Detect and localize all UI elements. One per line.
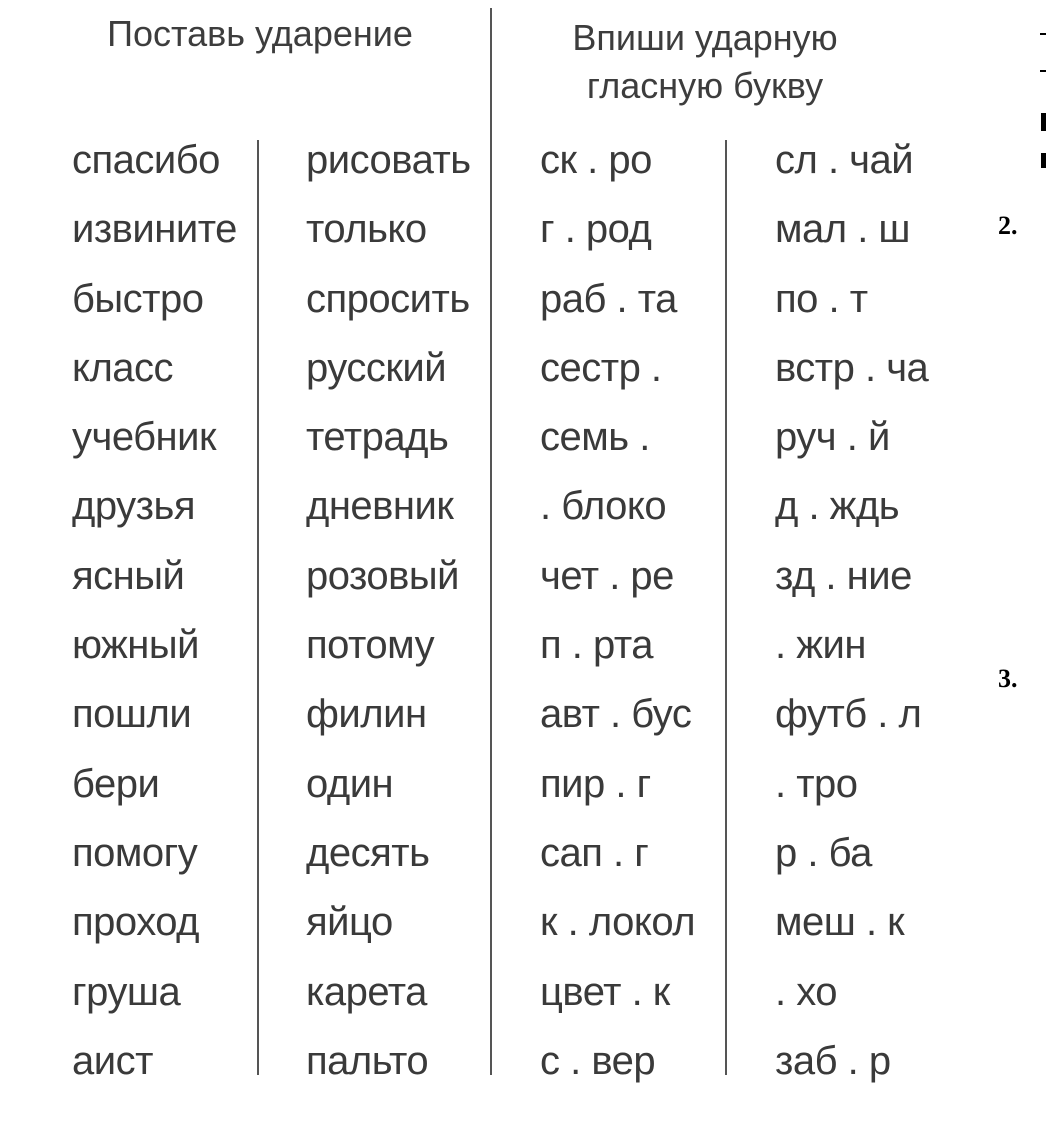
word-item: пальто [306, 1038, 429, 1083]
cropped-edge-mark [1040, 33, 1046, 35]
header-vowel-task-line1: Впиши ударную [572, 17, 838, 58]
word-item: спросить [306, 276, 470, 321]
word-item: извините [72, 207, 237, 252]
word-item: ск . ро [540, 138, 652, 182]
word-item: филин [306, 692, 427, 737]
cropped-edge-mark [1040, 70, 1046, 72]
word-item: авт . бус [540, 692, 692, 737]
header-vowel-task-line2: гласную букву [586, 65, 824, 106]
word-item: руч . й [775, 415, 890, 460]
header-stress-task: Поставь ударение [107, 13, 413, 54]
word-item: русский [306, 345, 447, 390]
word-item: сап . г [540, 830, 649, 875]
exercise-number-3: 3. [998, 664, 1018, 693]
word-item: бери [72, 761, 160, 806]
word-item: п . рта [540, 623, 653, 668]
word-item: . блоко [540, 484, 667, 529]
word-item: футб . л [775, 692, 922, 737]
word-item: пошли [72, 692, 192, 737]
word-item: чет . ре [540, 553, 674, 598]
word-item: семь . [540, 415, 650, 460]
word-item: по . т [775, 276, 868, 321]
word-item: . тро [775, 761, 858, 806]
word-item: пир . г [540, 761, 651, 806]
word-item: . хо [775, 969, 838, 1014]
word-item: аист [72, 1038, 153, 1083]
column-divider-right [725, 140, 727, 1075]
word-item: . жин [775, 623, 866, 668]
word-item: быстро [72, 276, 204, 321]
section-divider [490, 8, 492, 1075]
word-item: помогу [72, 830, 198, 875]
word-item: друзья [72, 484, 195, 529]
word-item: г . род [540, 207, 652, 252]
word-column-2 [306, 126, 471, 1096]
word-item: к . локол [540, 900, 696, 945]
word-item: сл . чай [775, 138, 914, 182]
word-item: южный [72, 623, 199, 668]
cropped-edge-mark [1041, 113, 1046, 131]
word-item: дневник [306, 484, 454, 529]
word-item: десять [306, 830, 430, 875]
column-divider-left [257, 140, 259, 1075]
word-column-4 [775, 126, 928, 1096]
header-vowel-task [505, 14, 905, 110]
word-item: только [306, 207, 427, 252]
word-item: меш . к [775, 900, 905, 945]
word-item: тетрадь [306, 415, 449, 460]
word-item: с . вер [540, 1038, 656, 1083]
word-item: сестр . [540, 345, 662, 390]
exercise-number-2: 2. [998, 211, 1018, 240]
word-item: класс [72, 345, 174, 390]
word-column-3 [540, 126, 695, 1096]
word-item: яйцо [306, 900, 393, 945]
word-item: спасибо [72, 138, 220, 182]
word-item: груша [72, 969, 181, 1014]
word-item: д . ждь [775, 484, 900, 529]
word-item: розовый [306, 553, 460, 598]
word-item: карета [306, 969, 427, 1014]
word-item: зд . ние [775, 553, 912, 598]
word-item: ясный [72, 553, 185, 598]
word-item: рисовать [306, 138, 471, 182]
word-item: проход [72, 900, 199, 945]
word-item: цвет . к [540, 969, 670, 1014]
word-item: заб . р [775, 1038, 891, 1083]
word-item: р . ба [775, 830, 872, 875]
word-item: мал . ш [775, 207, 911, 252]
word-item: учебник [72, 415, 216, 460]
word-item: встр . ча [775, 345, 929, 390]
cropped-edge-mark [1041, 153, 1046, 168]
word-item: потому [306, 623, 435, 668]
word-column-1 [72, 126, 237, 1096]
word-item: один [306, 761, 394, 806]
word-item: раб . та [540, 276, 677, 321]
